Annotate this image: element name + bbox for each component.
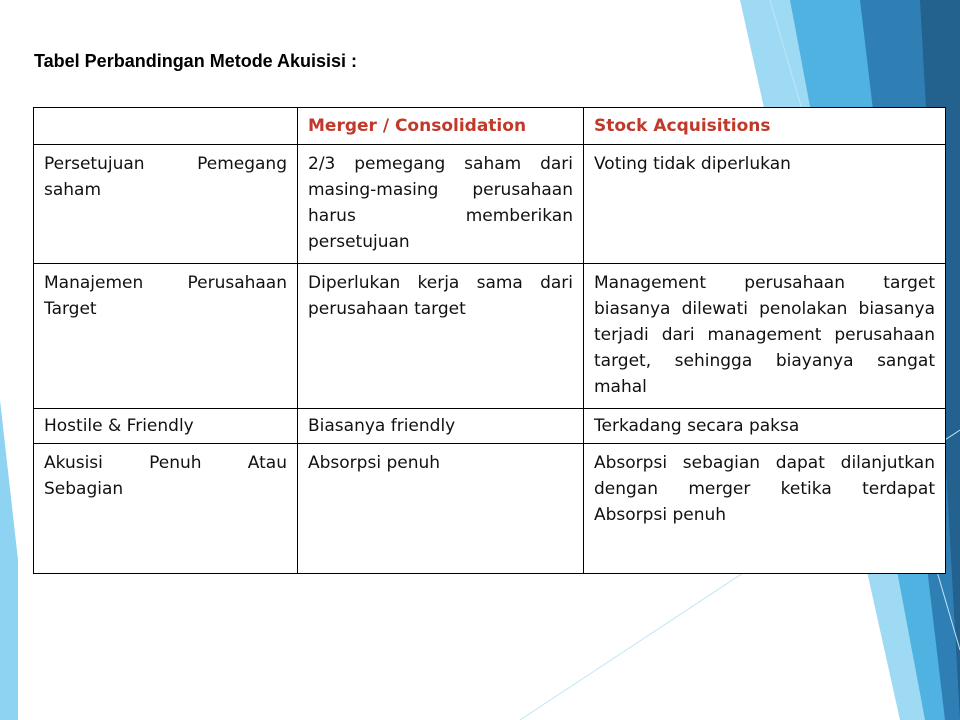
row-label: Manajemen Perusahaan Target bbox=[34, 264, 298, 409]
merger-cell: Diperlukan kerja sama dari perusahaan target bbox=[298, 264, 584, 409]
row-label: Persetujuan Pemegang saham bbox=[34, 145, 298, 264]
table-row bbox=[34, 409, 946, 444]
slide-title: Tabel Perbandingan Metode Akuisisi : bbox=[34, 51, 358, 71]
stock-cell: Absorpsi sebagian dapat dilanjutkan dengan merger ketika terdapat Absorpsi penuh bbox=[584, 444, 946, 574]
header-merger-consolidation: Merger / Consolidation bbox=[298, 108, 584, 145]
left-accent-triangle bbox=[0, 400, 18, 720]
merger-cell: 2/3 pemegang saham dari masing-masing perusahaan harus memberikan persetujuan bbox=[298, 145, 584, 264]
header-empty-cell bbox=[34, 108, 298, 145]
stock-cell: Terkadang secara paksa bbox=[584, 409, 946, 444]
table-row bbox=[34, 145, 946, 264]
table-row bbox=[34, 444, 946, 574]
table-header-row bbox=[34, 108, 946, 145]
row-label: Hostile & Friendly bbox=[34, 409, 298, 444]
row-label: Akusisi Penuh Atau Sebagian bbox=[34, 444, 298, 574]
table-row bbox=[34, 264, 946, 409]
header-stock-acquisitions: Stock Acquisitions bbox=[584, 108, 946, 145]
stock-cell: Voting tidak diperlukan bbox=[584, 145, 946, 264]
merger-cell: Absorpsi penuh bbox=[298, 444, 584, 574]
stock-cell: Management perusahaan target biasanya dilewati penolakan biasanya terjadi dari management perusahaan target, sehingga biayanya sangat mahal bbox=[584, 264, 946, 409]
comparison-table bbox=[33, 107, 946, 574]
merger-cell: Biasanya friendly bbox=[298, 409, 584, 444]
